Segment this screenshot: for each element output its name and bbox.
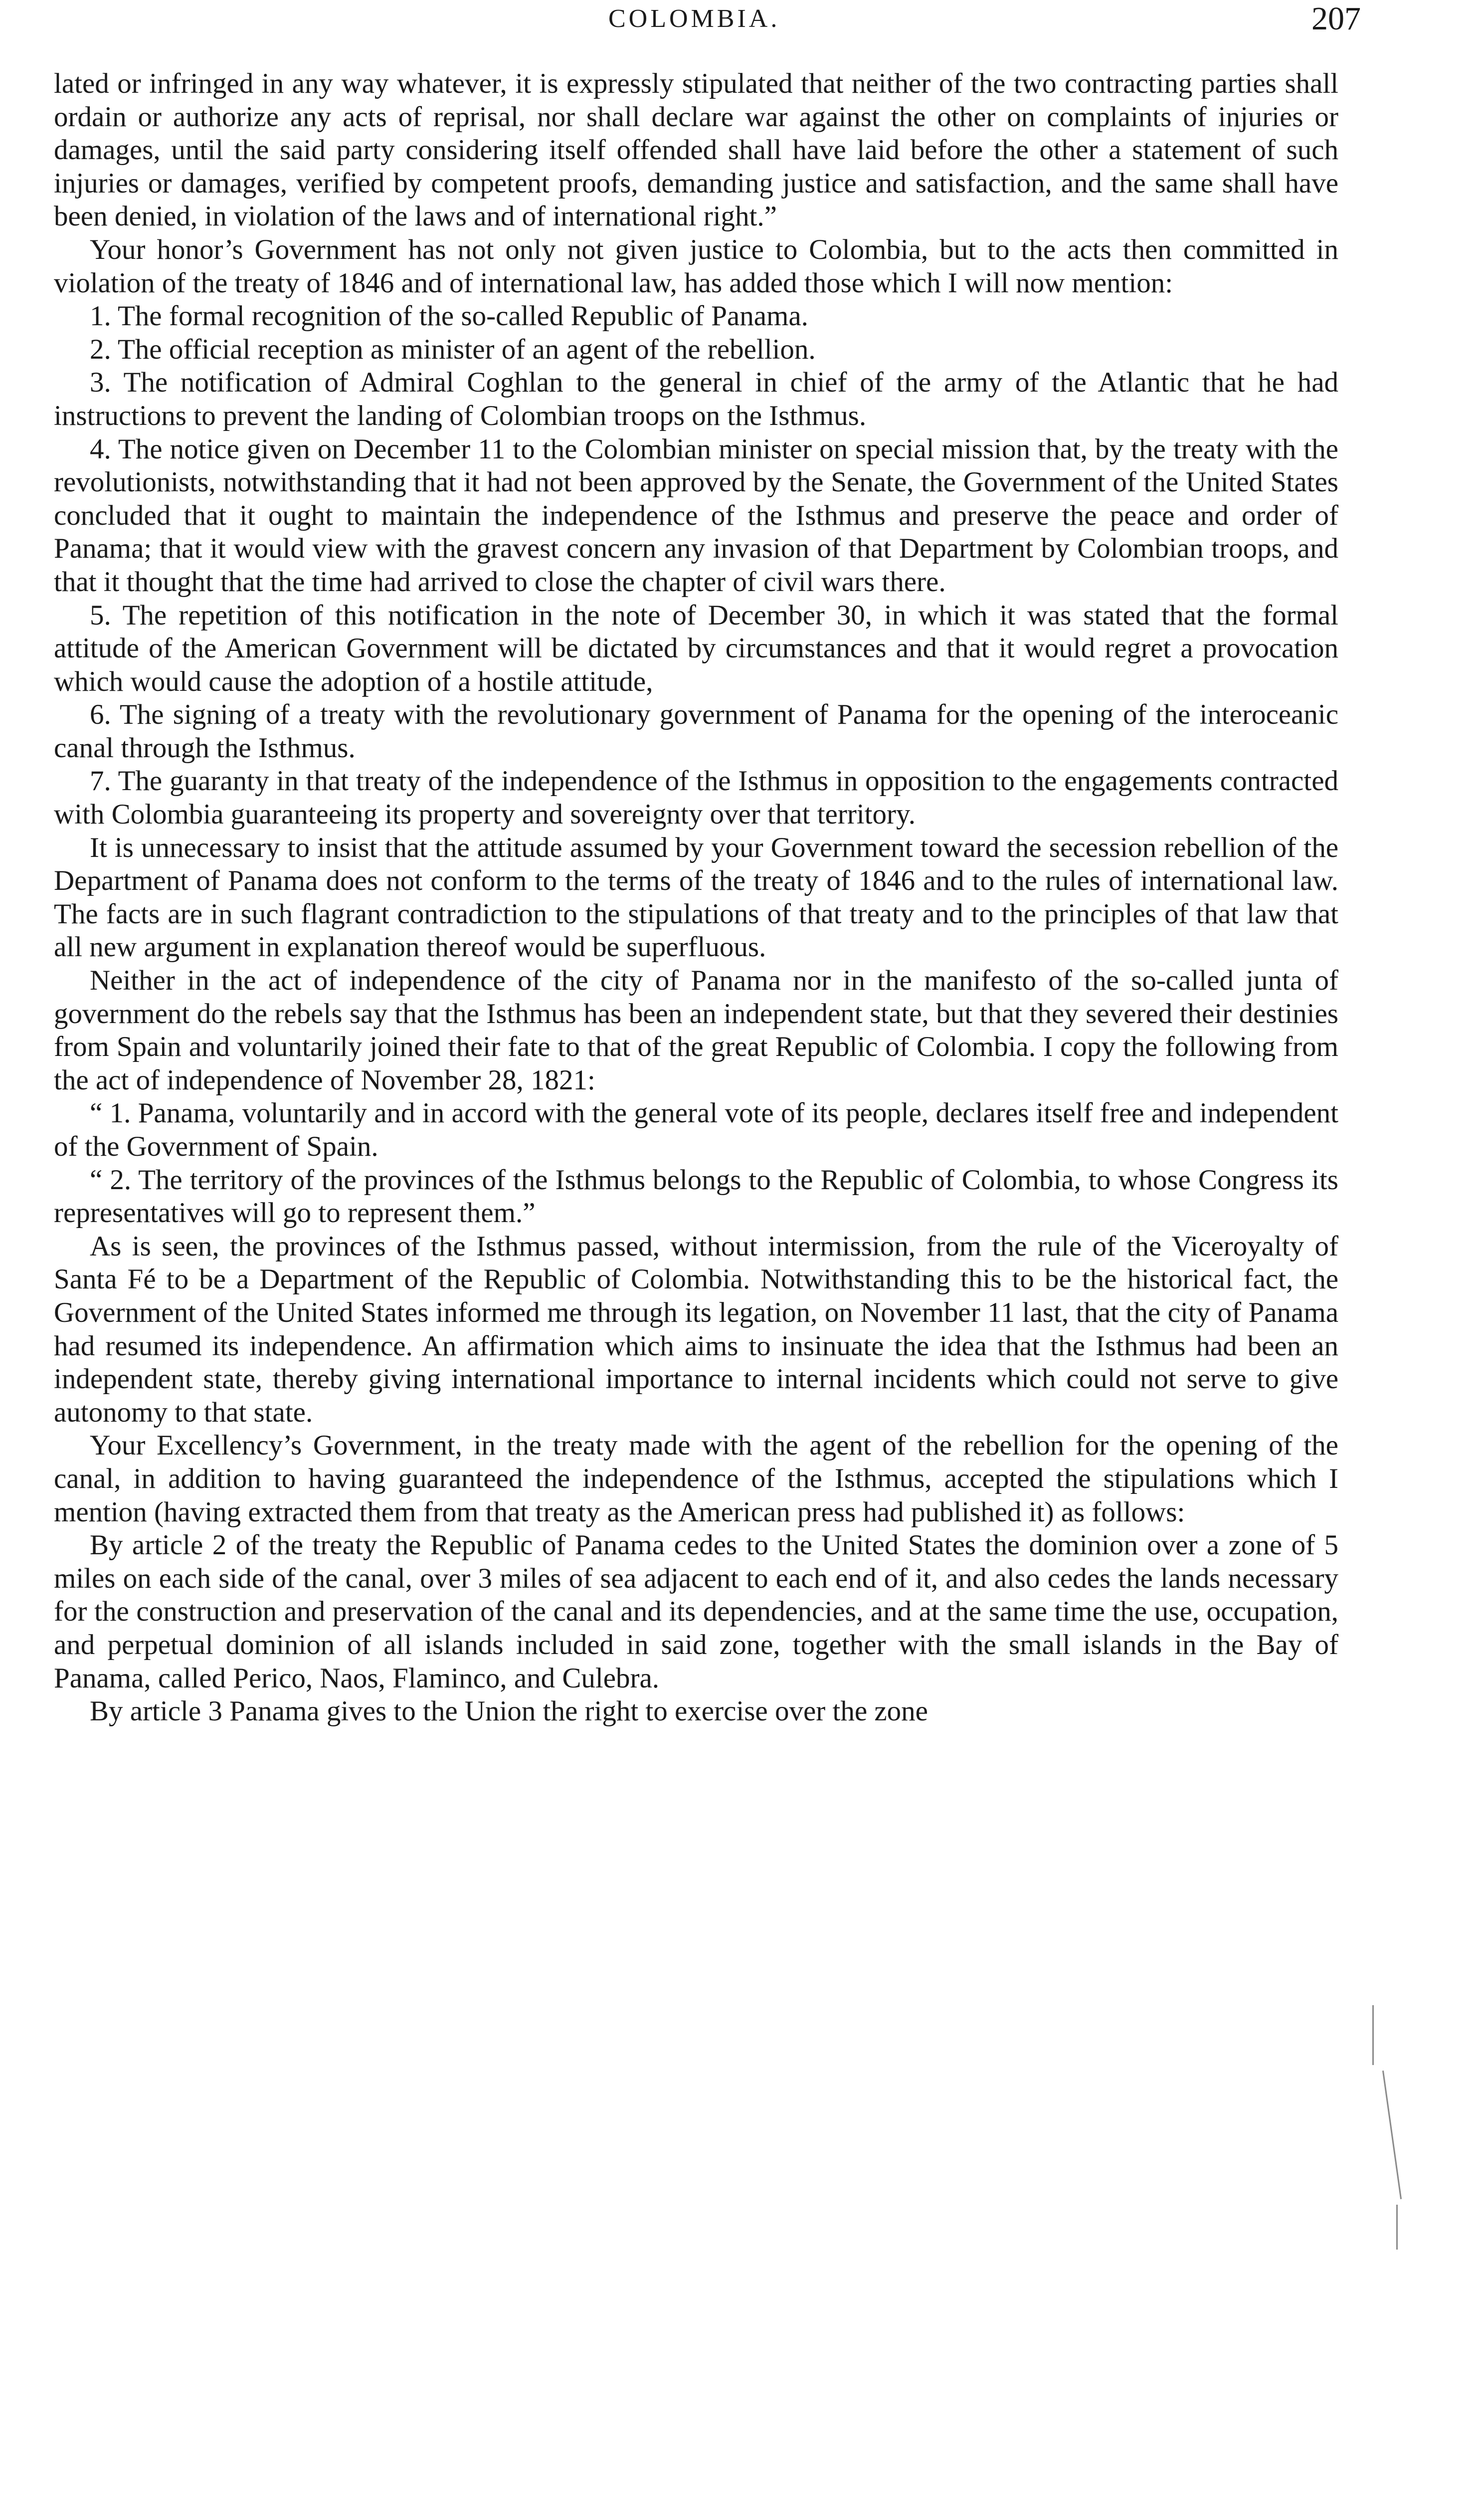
list-item: 5. The repetition of this notification in the note of December 30, in which it was stated that the formal attitude of the American Government will be dictated by circumstances and that it would regret a provocation which would cause the adoption of a hostile attitude,: [54, 599, 1338, 697]
paragraph: As is seen, the provinces of the Isthmus passed, without intermission, from the rule of the Viceroyalty of Santa Fé to be a Department of the Republic of Colombia. Notwithstanding this to be the historical fact, the Government of the United States informed me through its legation, on November 11 last, that the city of Panama had resumed its independence. An affirmation which aims to insinuate the idea that the Isthmus had been an independent state, thereby giving international importance to internal incidents which could not serve to give autonomy to that state.: [54, 1230, 1338, 1428]
margin-mark: [1396, 2205, 1398, 2250]
list-item: 4. The notice given on December 11 to the Colombian minister on special mission that, by the treaty with the revolutionists, notwithstanding that it had not been approved by the Senate, the Government of the United States concluded that it ought to maintain the independence of the Isthmus and preserve the peace and order of Panama; that it would view with the gravest concern any invasion of that Department by Colombian troops, and that it thought that the time had arrived to close the chapter of civil wars there.: [54, 433, 1338, 598]
list-item: 6. The signing of a treaty with the revolutionary government of Panama for the opening of the interoceanic canal through the Isthmus.: [54, 699, 1338, 764]
page-number: 207: [1311, 0, 1361, 37]
paragraph: lated or infringed in any way whatever, it is expressly stipulated that neither of the two contracting parties shall ordain or authorize any acts of reprisal, nor shall declare war against the other on complaints of injuries or damages, until the said party considering itself offended shall have laid before the other a statement of such injuries or damages, verified by competent proofs, demanding justice and satisfaction, and the same shall have been denied, in violation of the laws and of international right.”: [54, 68, 1338, 232]
paragraph: It is unnecessary to insist that the attitude assumed by your Government toward the secession rebellion of the Department of Panama does not conform to the terms of the treaty of 1846 and to the rules of international law. The facts are in such flagrant contradiction to the stipulations of that treaty and to the principles of that law that all new argument in explanation thereof would be superfluous.: [54, 831, 1338, 963]
list-item: 2. The official reception as minister of an agent of the rebellion.: [90, 333, 816, 365]
paragraph: Your honor’s Government has not only not given justice to Colombia, but to the acts then committed in violation of the treaty of 1846 and of international law, has added those which I will now mention:: [54, 233, 1338, 299]
margin-mark: [1382, 2071, 1402, 2199]
body-text: [54, 67, 1338, 1728]
paragraph: By article 3 Panama gives to the Union the right to exercise over the zone: [90, 1695, 928, 1727]
list-item: 7. The guaranty in that treaty of the independence of the Isthmus in opposition to the engagements contracted with Colombia guaranteeing its property and sovereignty over that territory.: [54, 765, 1338, 831]
paragraph: By article 2 of the treaty the Republic of Panama cedes to the United States the dominion over a zone of 5 miles on each side of the canal, over 3 miles of sea adjacent to each end of it, and also cedes the lands necessary for the construction and preservation of the canal and its dependencies, and at the same time the use, occupation, and perpetual dominion of all islands included in said zone, together with the small islands in the Bay of Panama, called Perico, Naos, Flaminco, and Culebra.: [54, 1529, 1338, 1694]
list-item: 3. The notification of Admiral Coghlan to the general in chief of the army of the Atlantic that he had instructions to prevent the landing of Colombian troops on the Isthmus.: [54, 367, 1338, 431]
paragraph: Neither in the act of independence of the city of Panama nor in the manifesto of the so-called junta of government do the rebels say that the Isthmus has been an independent state, but that they severed their destinies from Spain and voluntarily joined their fate to that of the great Republic of Colombia. I copy the following from the act of independence of November 28, 1821:: [54, 965, 1338, 1096]
quotation: “ 2. The territory of the provinces of the Isthmus belongs to the Republic of Colombia, to whose Congress its representatives will go to represent them.”: [54, 1164, 1338, 1229]
list-item: 1. The formal recognition of the so-called Republic of Panama.: [90, 300, 808, 332]
paragraph: Your Excellency’s Government, in the treaty made with the agent of the rebellion for the opening of the canal, in addition to having guaranteed the independence of the Isthmus, accepted the stipulations which I mention (having extracted them from that treaty as the American press had published it) as follows:: [54, 1430, 1338, 1528]
quotation: “ 1. Panama, voluntarily and in accord with the general vote of its people, declares itself free and independent of the Government of Spain.: [54, 1097, 1338, 1162]
running-head: COLOMBIA.: [608, 4, 780, 33]
margin-mark: [1372, 2005, 1374, 2065]
